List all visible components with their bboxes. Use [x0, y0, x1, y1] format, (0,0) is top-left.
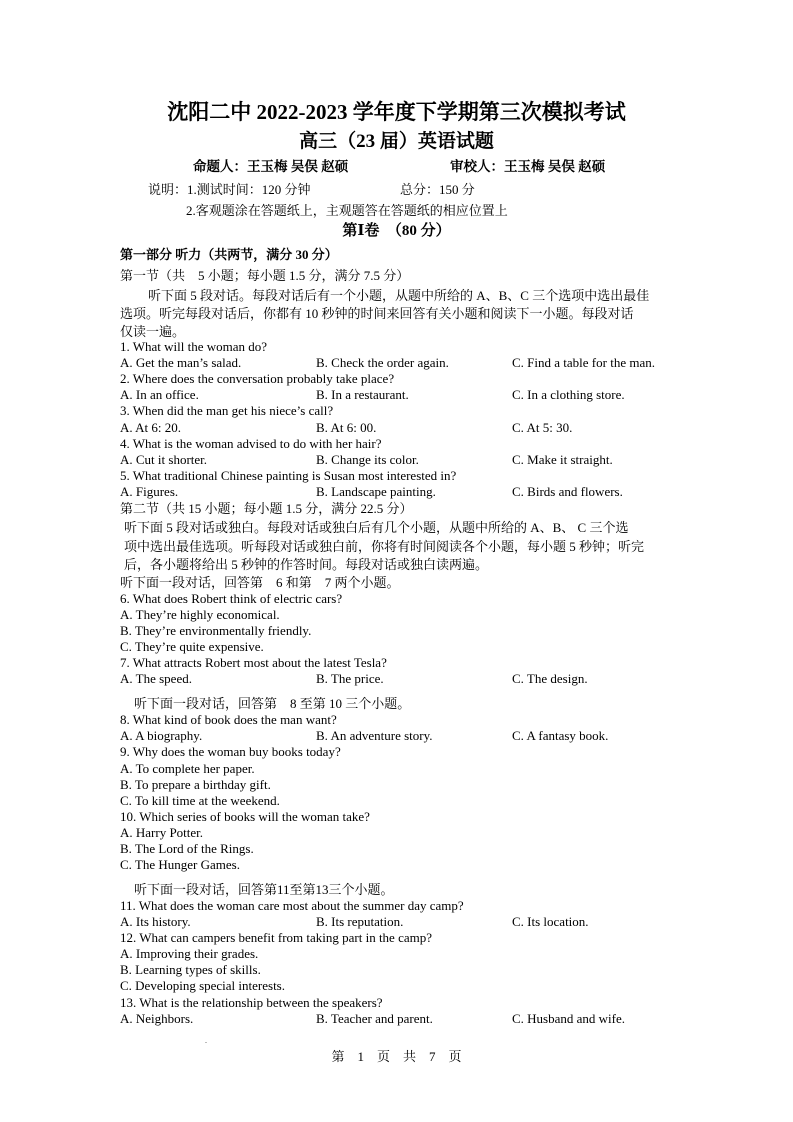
- question-5-stem: 5. What traditional Chinese painting is Susan most interested in?: [120, 468, 457, 483]
- question-9-stem: 9. Why does the woman buy books today?: [120, 744, 341, 759]
- question-7-stem: 7. What attracts Robert most about the latest Tesla?: [120, 655, 387, 670]
- section1-instructions-line1: 听下面 5 段对话。每段对话后有一个小题，从题中所给的 A、B、C 三个选项中选出最佳: [148, 288, 650, 303]
- question-11-stem: 11. What does the woman care most about the summer day camp?: [120, 898, 464, 913]
- question-6-stem: 6. What does Robert think of electric cars?: [120, 591, 343, 606]
- question-7-option-c: C. The design.: [512, 671, 588, 686]
- question-8-stem: 8. What kind of book does the man want?: [120, 712, 337, 727]
- section2-instructions-line3: 后，各小题将给出 5 秒钟的作答时间。每段对话或独白读两遍。: [124, 557, 489, 572]
- question-3-option-c: C. At 5: 30.: [512, 420, 573, 435]
- exam-title: 沈阳二中 2022-2023 学年度下学期第三次模拟考试: [167, 100, 626, 124]
- volume-heading: 第Ⅰ卷 （80 分）: [342, 223, 451, 239]
- question-12-option-a: A. Improving their grades.: [120, 946, 259, 961]
- question-12-option-c: C. Developing special interests.: [120, 978, 285, 993]
- question-8-option-c: C. A fantasy book.: [512, 728, 609, 743]
- question-6-option-b: B. They’re environmentally friendly.: [120, 623, 312, 638]
- question-1-stem: 1. What will the woman do?: [120, 339, 268, 354]
- question-4-option-a: A. Cut it shorter.: [120, 452, 208, 467]
- question-9-option-b: B. To prepare a birthday gift.: [120, 777, 271, 792]
- question-5-option-a: A. Figures.: [120, 484, 179, 499]
- dialogue-intro-11-13: 听下面一段对话，回答第11至第13三个小题。: [134, 882, 394, 897]
- question-12-option-b: B. Learning types of skills.: [120, 962, 261, 977]
- question-1-option-a: A. Get the man’s salad.: [120, 355, 242, 370]
- question-11-option-b: B. Its reputation.: [316, 914, 404, 929]
- question-1-option-c: C. Find a table for the man.: [512, 355, 655, 370]
- question-3-option-b: B. At 6: 00.: [316, 420, 377, 435]
- question-8-option-b: B. An adventure story.: [316, 728, 433, 743]
- setters-line: 命题人：王玉梅 吴俣 赵硕: [193, 159, 349, 174]
- question-11-option-c: C. Its location.: [512, 914, 589, 929]
- question-4-option-c: C. Make it straight.: [512, 452, 613, 467]
- question-10-option-a: A. Harry Potter.: [120, 825, 204, 840]
- question-10-stem: 10. Which series of books will the woman take?: [120, 809, 370, 824]
- question-7-option-a: A. The speed.: [120, 671, 192, 686]
- exam-subtitle: 高三（23 届）英语试题: [299, 131, 494, 152]
- question-13-option-b: B. Teacher and parent.: [316, 1011, 433, 1026]
- section2-instructions-line2: 项中选出最佳选项。听每段对话或独白前，你将有时间阅读各个小题，每小题 5 秒钟；听完: [124, 539, 645, 554]
- dialogue-intro-8-10: 听下面一段对话，回答第 8 至第 10 三个小题。: [134, 696, 411, 711]
- question-2-option-a: A. In an office.: [120, 387, 199, 402]
- scan-speck: [205, 1042, 207, 1043]
- question-5-option-b: B. Landscape painting.: [316, 484, 436, 499]
- section2-instructions-line1: 听下面 5 段对话或独白。每段对话或独白后有几个小题，从题中所给的 A、B、 C 三个选: [124, 520, 629, 535]
- instructions-answer-sheet: 2.客观题涂在答题纸上，主观题答在答题纸的相应位置上: [186, 203, 508, 218]
- question-10-option-c: C. The Hunger Games.: [120, 857, 240, 872]
- question-2-option-b: B. In a restaurant.: [316, 387, 409, 402]
- question-5-option-c: C. Birds and flowers.: [512, 484, 623, 499]
- question-6-option-c: C. They’re quite expensive.: [120, 639, 264, 654]
- question-11-option-a: A. Its history.: [120, 914, 191, 929]
- part1-heading: 第一部分 听力（共两节，满分 30 分）: [120, 247, 338, 262]
- question-7-option-b: B. The price.: [316, 671, 384, 686]
- question-4-stem: 4. What is the woman advised to do with her hair?: [120, 436, 382, 451]
- section1-heading: 第一节（共 5 小题；每小题 1.5 分，满分 7.5 分）: [120, 268, 410, 283]
- question-6-option-a: A. They’re highly economical.: [120, 607, 280, 622]
- question-3-option-a: A. At 6: 20.: [120, 420, 182, 435]
- instructions-time: 说明：1.测试时间：120 分钟: [148, 182, 311, 197]
- question-12-stem: 12. What can campers benefit from taking part in the camp?: [120, 930, 432, 945]
- reviewers-line: 审校人：王玉梅 吴俣 赵硕: [450, 159, 606, 174]
- question-10-option-b: B. The Lord of the Rings.: [120, 841, 254, 856]
- question-13-option-a: A. Neighbors.: [120, 1011, 194, 1026]
- page-number-footer: 第 1 页 共 7 页: [331, 1049, 462, 1064]
- question-4-option-b: B. Change its color.: [316, 452, 419, 467]
- question-1-option-b: B. Check the order again.: [316, 355, 449, 370]
- question-9-option-c: C. To kill time at the weekend.: [120, 793, 280, 808]
- question-3-stem: 3. When did the man get his niece’s call?: [120, 403, 334, 418]
- question-2-option-c: C. In a clothing store.: [512, 387, 625, 402]
- section1-instructions-line3: 仅读一遍。: [120, 324, 186, 339]
- instructions-total-score: 总分：150 分: [400, 182, 475, 197]
- question-8-option-a: A. A biography.: [120, 728, 203, 743]
- section2-heading: 第二节（共 15 小题；每小题 1.5 分，满分 22.5 分）: [120, 501, 413, 516]
- dialogue-intro-6-7: 听下面一段对话，回答第 6 和第 7 两个小题。: [120, 575, 400, 590]
- question-13-stem: 13. What is the relationship between the speakers?: [120, 995, 383, 1010]
- question-2-stem: 2. Where does the conversation probably take place?: [120, 371, 395, 386]
- question-9-option-a: A. To complete her paper.: [120, 761, 255, 776]
- question-13-option-c: C. Husband and wife.: [512, 1011, 626, 1026]
- section1-instructions-line2: 选项。听完每段对话后，你都有 10 秒钟的时间来回答有关小题和阅读下一小题。每段对话: [120, 306, 634, 321]
